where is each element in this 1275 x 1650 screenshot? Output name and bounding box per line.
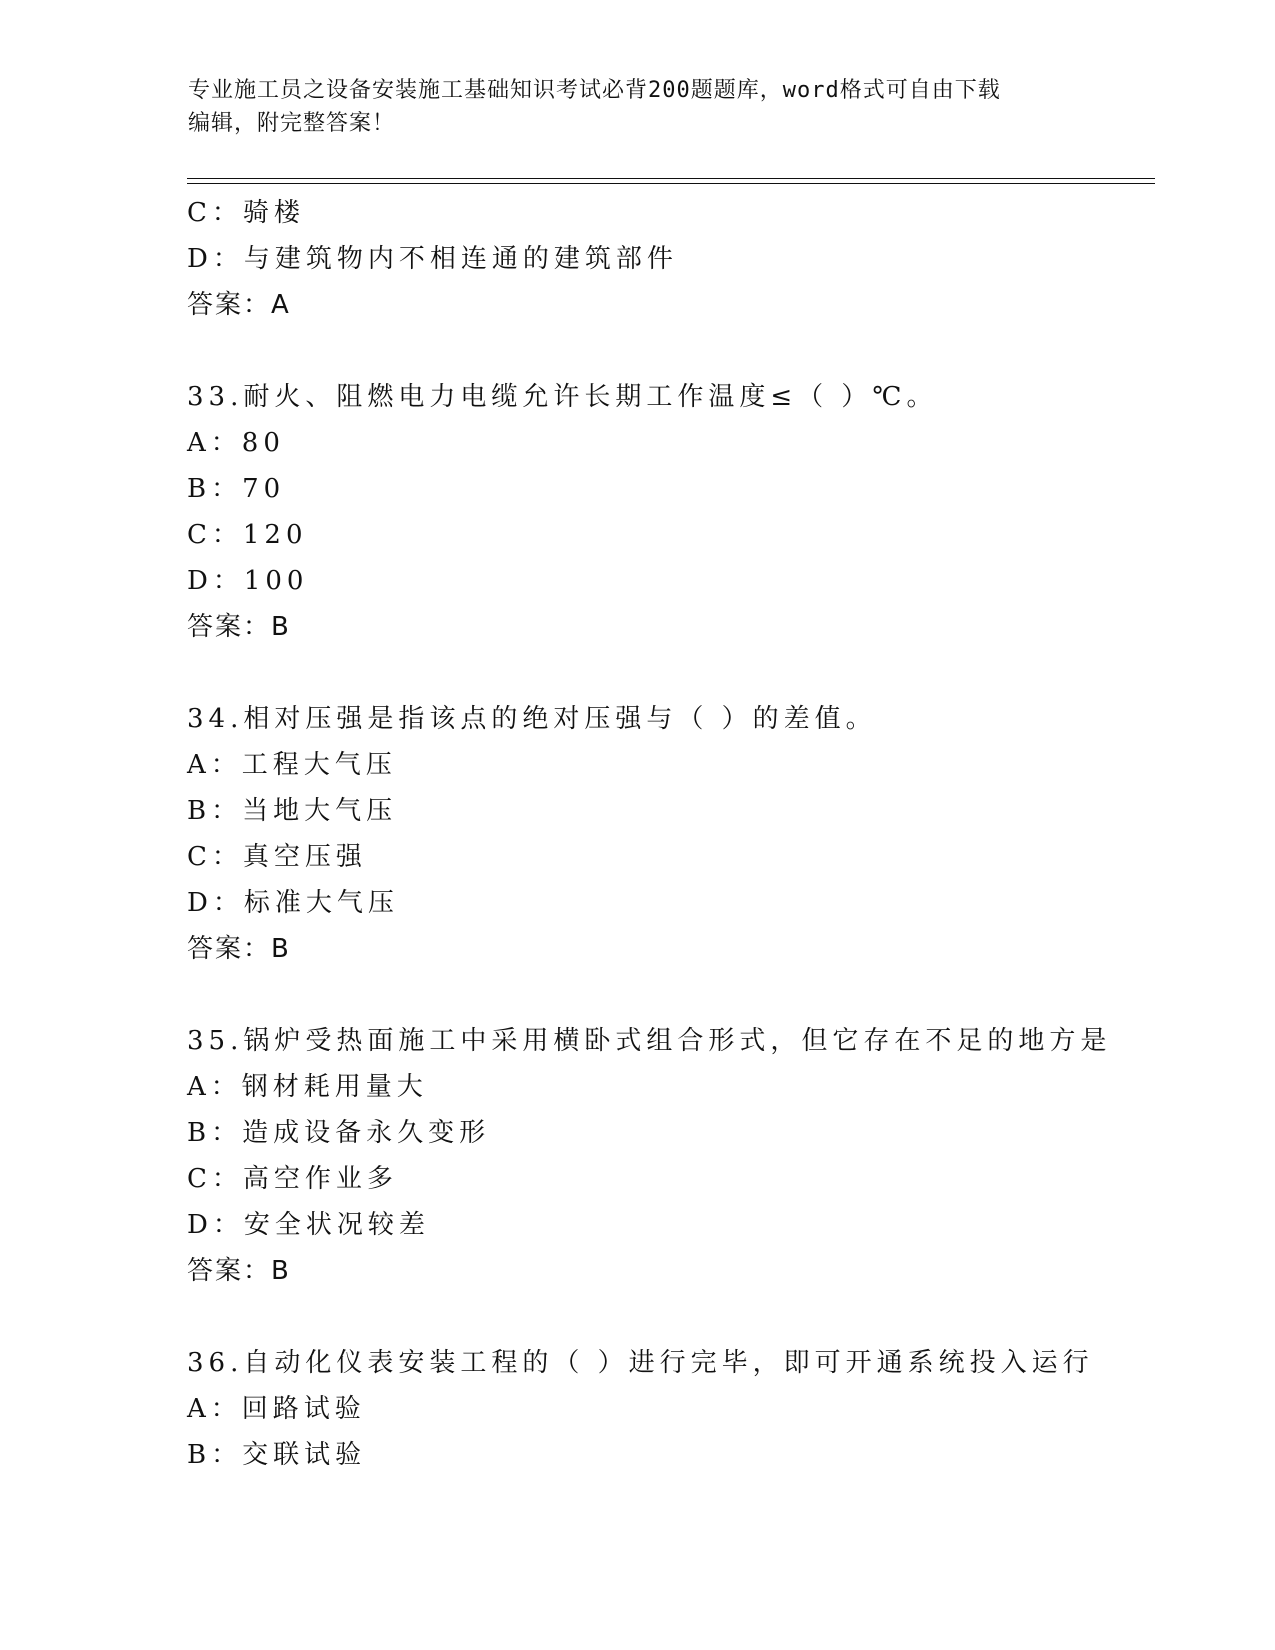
question-34-option-d: D：标准大气压 <box>187 888 399 918</box>
question-list <box>187 190 1147 1478</box>
header-divider-bottom <box>187 183 1155 184</box>
question-35-option-d: D：安全状况较差 <box>187 1210 430 1240</box>
question-34-option-c: C：真空压强 <box>187 842 367 872</box>
question-spacer <box>187 1294 1147 1340</box>
question-35-option-b: B：造成设备永久变形 <box>187 1118 491 1148</box>
question-34-answer: 答案：B <box>187 934 291 964</box>
document-header <box>188 74 1088 140</box>
question-33-option-d: D：100 <box>187 566 309 596</box>
question-spacer <box>187 328 1147 374</box>
question-35: 35.锅炉受热面施工中采用横卧式组合形式，但它存在不足的地方是 <box>187 1026 1112 1056</box>
question-33-option-b: B：70 <box>187 474 286 504</box>
question-34-option-b: B：当地大气压 <box>187 796 398 826</box>
header-divider-top <box>187 178 1155 179</box>
header-title-line-2: 编辑，附完整答案！ <box>188 111 396 136</box>
header-title-line-1: 专业施工员之设备安装施工基础知识考试必背200题题库，word格式可自由下载 <box>188 78 1001 103</box>
question-36-option-a: A：回路试验 <box>187 1394 366 1424</box>
prev-answer: 答案：A <box>187 290 291 320</box>
question-33: 33.耐火、阻燃电力电缆允许长期工作温度≤（ ）℃。 <box>187 382 938 412</box>
question-35-option-a: A：钢材耗用量大 <box>187 1072 428 1102</box>
question-36: 36.自动化仪表安装工程的（ ）进行完毕，即可开通系统投入运行 <box>187 1348 1094 1378</box>
question-36-option-b: B：交联试验 <box>187 1440 367 1470</box>
question-33-option-a: A：80 <box>187 428 285 458</box>
question-33-answer: 答案：B <box>187 612 291 642</box>
question-spacer <box>187 972 1147 1018</box>
prev-option-c: C：骑楼 <box>187 198 305 228</box>
prev-option-d: D：与建筑物内不相连通的建筑部件 <box>187 244 678 274</box>
question-34-option-a: A：工程大气压 <box>187 750 397 780</box>
question-34: 34.相对压强是指该点的绝对压强与（ ）的差值。 <box>187 704 877 734</box>
question-35-option-c: C：高空作业多 <box>187 1164 398 1194</box>
question-spacer <box>187 650 1147 696</box>
question-35-answer: 答案：B <box>187 1256 291 1286</box>
question-33-option-c: C：120 <box>187 520 308 550</box>
